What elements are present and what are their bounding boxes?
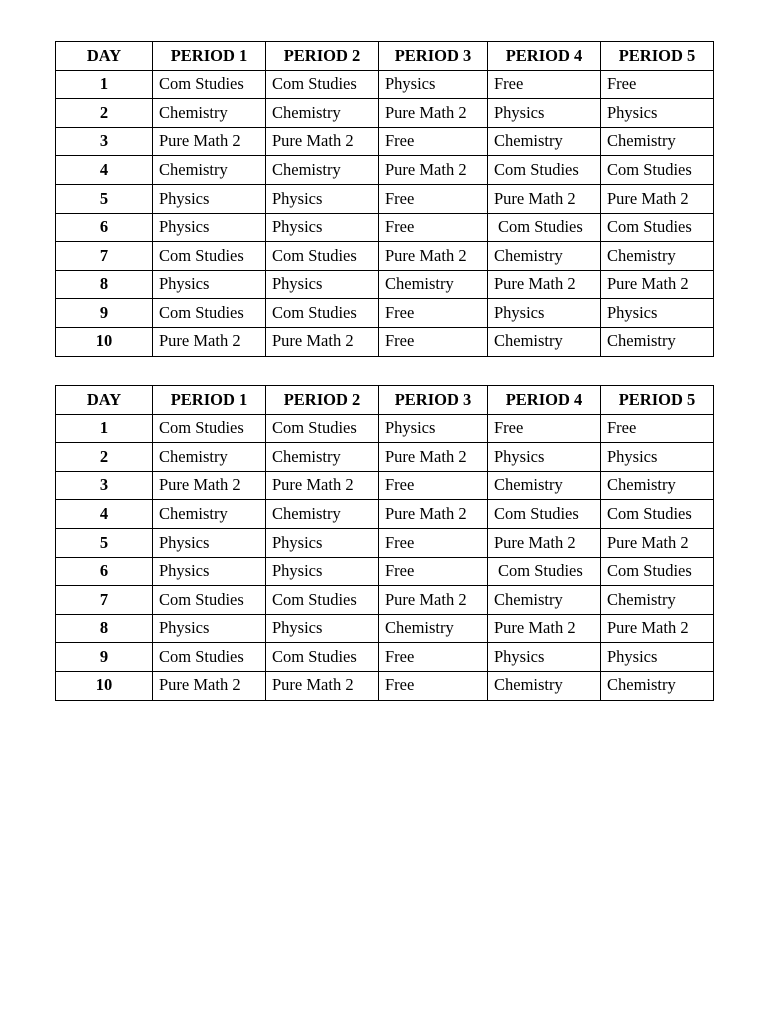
period-cell: Physics: [488, 643, 601, 672]
period-cell: Pure Math 2: [266, 671, 379, 700]
period-cell: Free: [379, 184, 488, 213]
period-cell: Physics: [601, 443, 714, 472]
period-cell: Chemistry: [266, 443, 379, 472]
table-row: [56, 471, 714, 500]
period-cell: Chemistry: [266, 99, 379, 128]
period-cell: Pure Math 2: [379, 99, 488, 128]
table-row: [56, 184, 714, 213]
period-cell: Physics: [153, 213, 266, 242]
period-cell: Physics: [266, 270, 379, 299]
period-cell: Physics: [601, 299, 714, 328]
period-cell: Chemistry: [488, 242, 601, 271]
period-cell: Chemistry: [601, 471, 714, 500]
period-cell: Com Studies: [601, 156, 714, 185]
day-cell: 3: [56, 471, 153, 500]
timetable-2: [55, 385, 714, 701]
period-cell: Chemistry: [488, 671, 601, 700]
period-cell: Chemistry: [488, 471, 601, 500]
table-row: [56, 327, 714, 356]
day-cell: 7: [56, 586, 153, 615]
table-row: [56, 557, 714, 586]
period-cell: Com Studies: [266, 643, 379, 672]
period-cell: Com Studies: [601, 557, 714, 586]
header-row: [56, 386, 714, 415]
period-cell: Pure Math 2: [379, 242, 488, 271]
period-cell: Com Studies: [153, 299, 266, 328]
period-cell: Pure Math 2: [601, 528, 714, 557]
period-cell: Chemistry: [379, 270, 488, 299]
period-cell: Pure Math 2: [601, 614, 714, 643]
period-cell: Com Studies: [488, 213, 601, 242]
period-cell: Chemistry: [153, 443, 266, 472]
period-cell: Com Studies: [601, 500, 714, 529]
period-cell: Pure Math 2: [266, 127, 379, 156]
period-cell: Physics: [488, 99, 601, 128]
period-cell: Physics: [601, 99, 714, 128]
day-cell: 7: [56, 242, 153, 271]
period-cell: Chemistry: [601, 127, 714, 156]
period-cell: Pure Math 2: [601, 270, 714, 299]
day-cell: 8: [56, 270, 153, 299]
header-period-5: PERIOD 5: [601, 42, 714, 71]
period-cell: Pure Math 2: [488, 184, 601, 213]
period-cell: Pure Math 2: [266, 327, 379, 356]
period-cell: Com Studies: [153, 586, 266, 615]
period-cell: Com Studies: [266, 414, 379, 443]
header-period-3: PERIOD 3: [379, 42, 488, 71]
period-cell: Pure Math 2: [488, 270, 601, 299]
day-cell: 6: [56, 557, 153, 586]
period-cell: Com Studies: [153, 414, 266, 443]
period-cell: Free: [488, 414, 601, 443]
period-cell: Chemistry: [266, 500, 379, 529]
period-cell: Pure Math 2: [488, 528, 601, 557]
period-cell: Physics: [266, 528, 379, 557]
period-cell: Pure Math 2: [488, 614, 601, 643]
timetable-1: [55, 41, 714, 357]
period-cell: Physics: [153, 614, 266, 643]
day-cell: 9: [56, 299, 153, 328]
period-cell: Free: [488, 70, 601, 99]
table-row: [56, 500, 714, 529]
day-cell: 1: [56, 414, 153, 443]
header-period-4: PERIOD 4: [488, 386, 601, 415]
day-cell: 4: [56, 156, 153, 185]
period-cell: Free: [379, 643, 488, 672]
day-cell: 9: [56, 643, 153, 672]
header-period-1: PERIOD 1: [153, 386, 266, 415]
header-period-2: PERIOD 2: [266, 386, 379, 415]
table-row: [56, 614, 714, 643]
header-row: [56, 42, 714, 71]
table-row: [56, 242, 714, 271]
period-cell: Chemistry: [488, 327, 601, 356]
period-cell: Chemistry: [488, 127, 601, 156]
period-cell: Com Studies: [266, 299, 379, 328]
table-row: [56, 414, 714, 443]
period-cell: Pure Math 2: [266, 471, 379, 500]
day-cell: 1: [56, 70, 153, 99]
period-cell: Free: [379, 471, 488, 500]
period-cell: Physics: [266, 557, 379, 586]
period-cell: Physics: [153, 184, 266, 213]
table-row: [56, 443, 714, 472]
header-period-4: PERIOD 4: [488, 42, 601, 71]
period-cell: Chemistry: [601, 671, 714, 700]
table-row: [56, 671, 714, 700]
day-cell: 10: [56, 671, 153, 700]
period-cell: Chemistry: [601, 242, 714, 271]
period-cell: Free: [379, 127, 488, 156]
period-cell: Com Studies: [601, 213, 714, 242]
period-cell: Com Studies: [266, 242, 379, 271]
period-cell: Com Studies: [266, 70, 379, 99]
header-day: DAY: [56, 386, 153, 415]
day-cell: 10: [56, 327, 153, 356]
header-period-2: PERIOD 2: [266, 42, 379, 71]
period-cell: Physics: [601, 643, 714, 672]
period-cell: Physics: [266, 184, 379, 213]
period-cell: Physics: [488, 299, 601, 328]
day-cell: 4: [56, 500, 153, 529]
day-cell: 5: [56, 528, 153, 557]
period-cell: Pure Math 2: [379, 156, 488, 185]
period-cell: Free: [379, 528, 488, 557]
table-row: [56, 528, 714, 557]
period-cell: Pure Math 2: [601, 184, 714, 213]
period-cell: Chemistry: [379, 614, 488, 643]
period-cell: Physics: [379, 414, 488, 443]
period-cell: Com Studies: [488, 500, 601, 529]
period-cell: Chemistry: [153, 156, 266, 185]
header-period-1: PERIOD 1: [153, 42, 266, 71]
period-cell: Pure Math 2: [153, 471, 266, 500]
table-row: [56, 99, 714, 128]
day-cell: 5: [56, 184, 153, 213]
table-row: [56, 270, 714, 299]
period-cell: Com Studies: [153, 70, 266, 99]
period-cell: Physics: [266, 614, 379, 643]
period-cell: Com Studies: [153, 242, 266, 271]
period-cell: Pure Math 2: [379, 500, 488, 529]
day-cell: 6: [56, 213, 153, 242]
period-cell: Chemistry: [266, 156, 379, 185]
table-row: [56, 213, 714, 242]
period-cell: Physics: [266, 213, 379, 242]
period-cell: Chemistry: [153, 99, 266, 128]
period-cell: Pure Math 2: [379, 586, 488, 615]
table-row: [56, 70, 714, 99]
period-cell: Com Studies: [488, 557, 601, 586]
table-row: [56, 643, 714, 672]
period-cell: Chemistry: [601, 586, 714, 615]
table-row: [56, 299, 714, 328]
period-cell: Free: [601, 70, 714, 99]
period-cell: Free: [601, 414, 714, 443]
period-cell: Pure Math 2: [153, 327, 266, 356]
period-cell: Pure Math 2: [153, 127, 266, 156]
header-day: DAY: [56, 42, 153, 71]
period-cell: Free: [379, 327, 488, 356]
period-cell: Com Studies: [488, 156, 601, 185]
period-cell: Chemistry: [601, 327, 714, 356]
header-period-3: PERIOD 3: [379, 386, 488, 415]
period-cell: Free: [379, 671, 488, 700]
day-cell: 2: [56, 99, 153, 128]
day-cell: 8: [56, 614, 153, 643]
header-period-5: PERIOD 5: [601, 386, 714, 415]
period-cell: Pure Math 2: [379, 443, 488, 472]
period-cell: Physics: [379, 70, 488, 99]
day-cell: 3: [56, 127, 153, 156]
period-cell: Com Studies: [153, 643, 266, 672]
period-cell: Physics: [153, 270, 266, 299]
period-cell: Free: [379, 557, 488, 586]
period-cell: Free: [379, 299, 488, 328]
period-cell: Chemistry: [153, 500, 266, 529]
period-cell: Physics: [153, 528, 266, 557]
table-row: [56, 127, 714, 156]
period-cell: Physics: [488, 443, 601, 472]
period-cell: Physics: [153, 557, 266, 586]
table-row: [56, 586, 714, 615]
period-cell: Chemistry: [488, 586, 601, 615]
table-row: [56, 156, 714, 185]
period-cell: Pure Math 2: [153, 671, 266, 700]
day-cell: 2: [56, 443, 153, 472]
period-cell: Com Studies: [266, 586, 379, 615]
period-cell: Free: [379, 213, 488, 242]
